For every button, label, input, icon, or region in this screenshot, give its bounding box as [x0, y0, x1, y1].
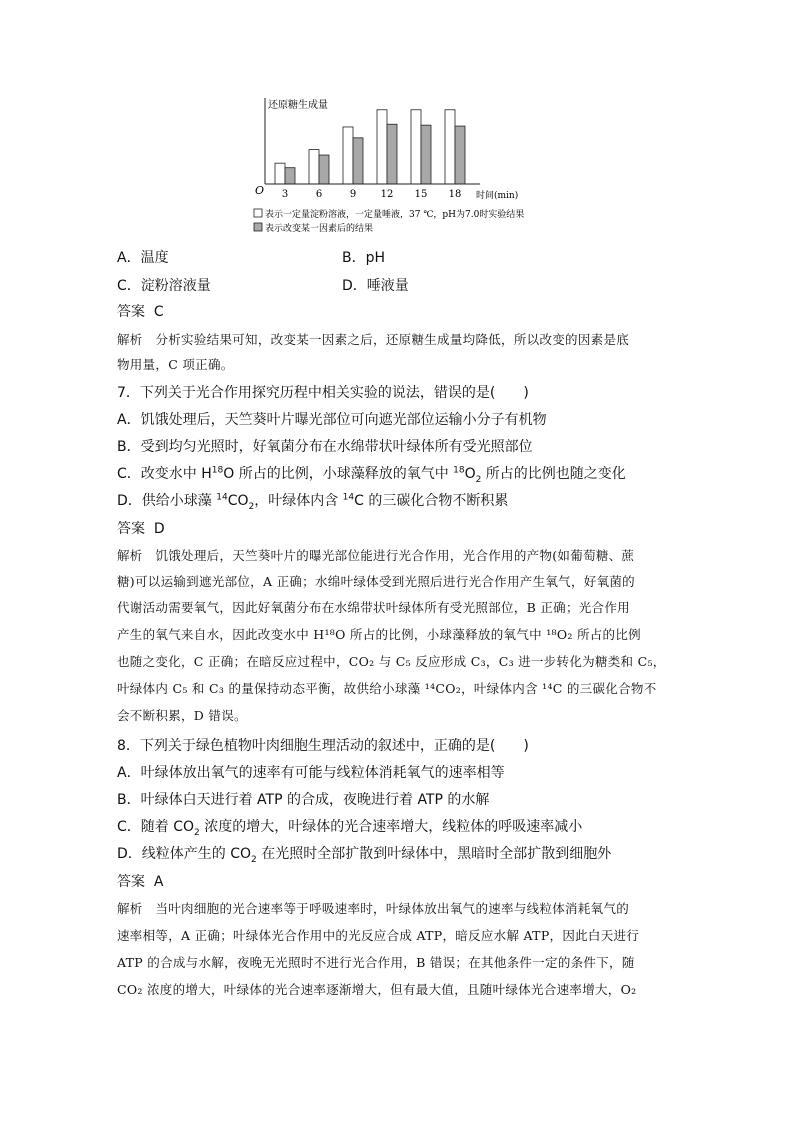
- q6-option-c: [117, 275, 211, 295]
- x-tick-label: 3: [281, 189, 289, 200]
- q8-analysis-line-4: CO₂ 浓度的增大，叶绿体的光合速率逐渐增大，但有最大值，且随叶绿体光合速率增大，O₂: [117, 982, 637, 997]
- q6-option-b: [342, 247, 385, 267]
- bar-series2-9: [353, 138, 363, 184]
- q6-option-d-label: D．: [342, 278, 367, 294]
- bar-series1-12: [377, 110, 387, 184]
- q6-answer-label: 答案: [117, 304, 145, 320]
- bar-series1-6: [309, 150, 319, 184]
- q7-answer: [117, 518, 165, 538]
- bar-series2-6: [319, 155, 329, 184]
- q7-analysis-line-7: 会不断积累，D 错误。: [117, 708, 247, 723]
- q8-option-d: D．线粒体产生的 $CO_2$ 在光照时全部扩散到叶绿体中，黑暗时全部扩散到细胞外: [117, 846, 612, 865]
- q8-option-a: A．叶绿体放出氧气的速率有可能与线粒体消耗氧气的速率相等: [117, 765, 505, 781]
- q8-analysis-line-3: ATP 的合成与水解，夜晚无光照时不进行光合作用，B 错误；在其他条件一定的条件下，随: [117, 955, 635, 970]
- q8-option-b: B．叶绿体白天进行着 ATP 的合成，夜晚进行着 ATP 的水解: [117, 792, 490, 808]
- bar-series1-9: [343, 127, 353, 184]
- q7-analysis-line-3: 代谢活动需要氧气，因此好氧菌分布在水绵带状叶绿体所有受光照部位，B 正确；光合作用: [117, 600, 630, 615]
- q8-answer: [117, 871, 163, 891]
- y-axis-label: 还原糖生成量: [268, 100, 328, 111]
- x-tick-label: 18: [448, 189, 462, 200]
- q7-analysis-line-1: 解析 饥饿处理后，天竺葵叶片的曝光部位能进行光合作用，光合作用的产物(如葡萄糖、蔗: [117, 548, 635, 563]
- q7-option-d: D．供给小球藻 $^{14}CO_2$，叶绿体内含 $^{14}$C 的三碳化合物不断积累: [117, 492, 509, 512]
- q7-analysis-line-2: 糖)可以运输到遮光部位，A 正确；水绵叶绿体受到光照后进行光合作用产生氧气，好氧菌的: [117, 574, 635, 589]
- q6-option-a: [117, 247, 169, 267]
- bar-series2-15: [421, 125, 431, 184]
- q7-analysis-line-4: 产生的氧气来自水，因此改变水中 H¹⁸O 所占的比例，小球藻释放的氧气中 ¹⁸O₂ 所占的比例: [117, 627, 641, 642]
- q6-option-b-label: B．: [342, 250, 366, 266]
- legend-swatch-series2: [254, 223, 262, 231]
- x-tick-label: 15: [414, 189, 428, 200]
- q8-analysis-line-1: 解析 当叶肉细胞的光合速率等于呼吸速率时，叶绿体放出氧气的速率与线粒体消耗氧气的: [117, 901, 630, 916]
- bar-chart-svg: [240, 88, 560, 238]
- q6-option-a-label: A．: [117, 250, 141, 266]
- q8-answer-label: 答案: [117, 874, 145, 890]
- q6-analysis-line-1: 解析 分析实验结果可知，改变某一因素之后，还原糖生成量均降低，所以改变的因素是底: [117, 332, 630, 347]
- legend-label-series1: 表示一定量淀粉溶液，一定量唾液，37 ℃，pH为7.0时实验结果: [265, 210, 525, 220]
- q7-option-a: A．饥饿处理后，天竺葵叶片曝光部位可向遮光部位运输小分子有机物: [117, 412, 547, 428]
- x-tick-label: 9: [349, 189, 357, 200]
- q6-option-d: [342, 275, 409, 295]
- x-tick-label: 6: [315, 189, 323, 200]
- q6-analysis-label: 解析: [117, 332, 143, 347]
- q6-option-c-label: C．: [117, 278, 141, 294]
- bar-chart: [240, 88, 560, 238]
- q6-option-b-text: pH: [365, 250, 386, 266]
- q6-option-a-text: 温度: [140, 250, 169, 266]
- bar-series2-18: [455, 126, 465, 184]
- q7-analysis-line-6: 叶绿体内 C₅ 和 C₃ 的量保持动态平衡，故供给小球藻 ¹⁴CO₂，叶绿体内含 ¹⁴C 的三碳化合物不: [117, 681, 657, 696]
- q7-answer-label: 答案: [117, 521, 145, 537]
- bar-series2-3: [285, 168, 295, 184]
- q8-stem: 8．下列关于绿色植物叶肉细胞生理活动的叙述中，正确的是( ): [117, 738, 529, 754]
- q7-option-c: C．改变水中 $H^{18}O$ 所占的比例，小球藻释放的氧气中 $^{18}O_2$ 所占的比例也随之变化: [117, 465, 626, 485]
- legend-label-series2: 表示改变某一因素后的结果: [265, 224, 374, 234]
- legend-swatch-series1: [254, 209, 262, 217]
- q7-analysis-line-5: 也随之变化，C 正确；在暗反应过程中，CO₂ 与 C₅ 反应形成 C₃，C₃ 进一步转化为糖类和 C₅，: [117, 654, 666, 669]
- x-tick-label: 12: [380, 189, 394, 200]
- q8-analysis-label: 解析: [117, 901, 143, 916]
- q7-answer-value: D: [153, 521, 165, 537]
- q6-answer-value: C: [153, 304, 164, 320]
- bar-series2-12: [387, 124, 397, 184]
- q6-analysis-line-2: 物用量，C 项正确。: [117, 357, 234, 372]
- q6-option-c-text: 淀粉溶液量: [140, 278, 211, 294]
- q7-stem: 7．下列关于光合作用探究历程中相关实验的说法，错误的是( ): [117, 385, 529, 401]
- q6-answer: [117, 301, 164, 321]
- q8-analysis-line-2: 速率相等，A 正确；叶绿体光合作用中的光反应合成 ATP，暗反应水解 ATP，因此白天进行: [117, 928, 640, 943]
- bar-series1-15: [411, 110, 421, 184]
- bar-series1-3: [275, 163, 285, 184]
- origin-label: O: [255, 184, 265, 197]
- q7-analysis-label: 解析: [117, 548, 143, 563]
- q6-option-d-text: 唾液量: [366, 278, 409, 294]
- q7-option-b: B．受到均匀光照时，好氧菌分布在水绵带状叶绿体所有受光照部位: [117, 439, 533, 455]
- bar-series1-18: [445, 110, 455, 184]
- q8-option-c: C．随着 $CO_2$ 浓度的增大，叶绿体的光合速率增大，线粒体的呼吸速率减小: [117, 819, 583, 838]
- x-axis-label: 时间(min): [476, 191, 519, 201]
- q8-answer-value: A: [153, 874, 164, 890]
